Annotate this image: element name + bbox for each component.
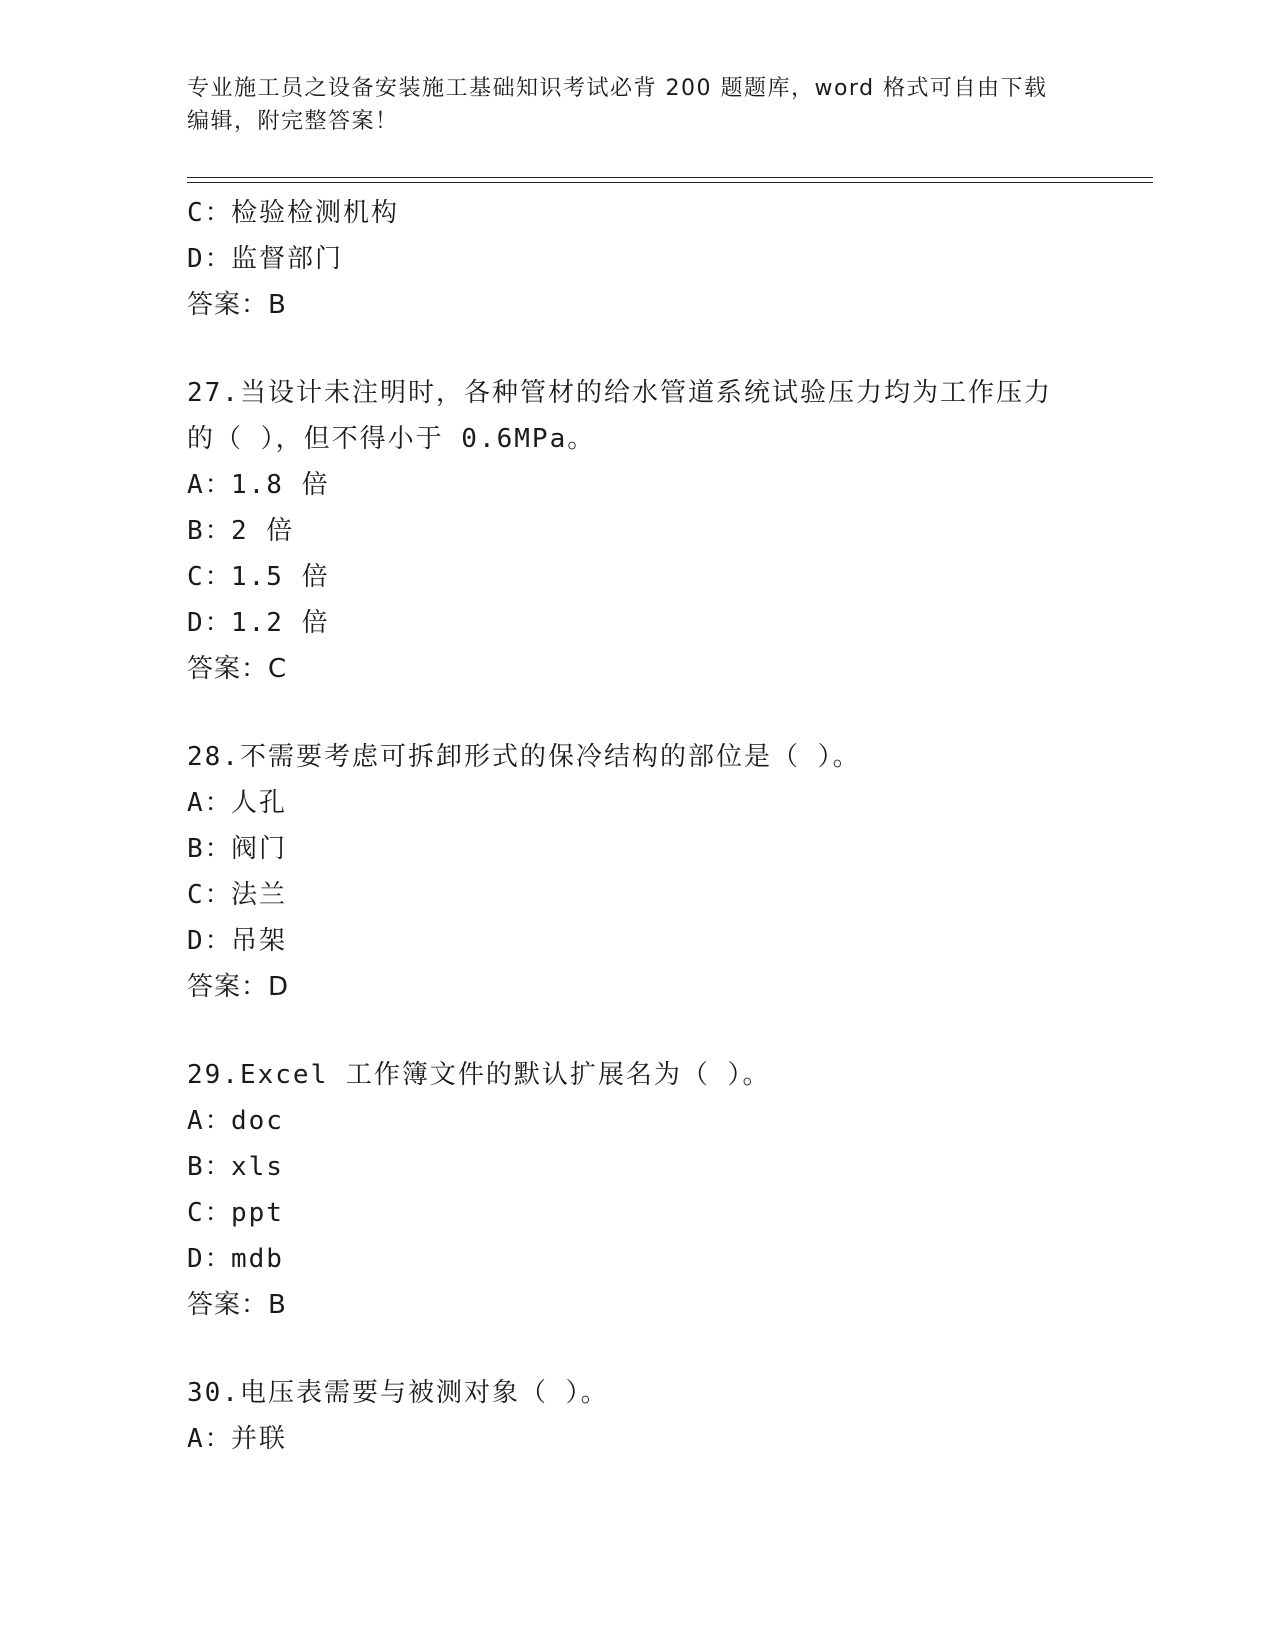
option-b bbox=[187, 508, 1153, 554]
question-text-line-1: 27.当设计未注明时，各种管材的给水管道系统试验压力均为工作压力 bbox=[187, 378, 1052, 408]
header-divider-top bbox=[187, 177, 1153, 178]
spacer bbox=[187, 1328, 1153, 1370]
option-text: doc bbox=[231, 1106, 284, 1136]
question-29 bbox=[187, 1052, 1153, 1328]
option-text: xls bbox=[231, 1152, 284, 1182]
option-text: 并联 bbox=[231, 1424, 288, 1454]
option-label: A： bbox=[187, 470, 233, 500]
spacer bbox=[187, 328, 1153, 370]
question-28 bbox=[187, 734, 1153, 1010]
question-content bbox=[187, 190, 1153, 1462]
option-label: B： bbox=[187, 1152, 233, 1182]
option-c bbox=[187, 1190, 1153, 1236]
option-label: C： bbox=[187, 562, 233, 592]
option-text: 1.5 倍 bbox=[231, 562, 330, 592]
option-c bbox=[187, 872, 1153, 918]
option-label: D： bbox=[187, 608, 233, 638]
option-text: 吊架 bbox=[231, 926, 288, 956]
option-text: 1.2 倍 bbox=[231, 608, 330, 638]
option-label: A： bbox=[187, 1424, 233, 1454]
option-a bbox=[187, 780, 1153, 826]
question-text-line-1: 29.Excel 工作簿文件的默认扩展名为（ ）。 bbox=[187, 1060, 771, 1090]
spacer bbox=[187, 1010, 1153, 1052]
question-27 bbox=[187, 370, 1153, 692]
option-text: 2 倍 bbox=[231, 516, 295, 546]
option-label: A： bbox=[187, 1106, 233, 1136]
option-label: B： bbox=[187, 834, 233, 864]
answer-line: 答案：C bbox=[187, 654, 288, 684]
option-label: D： bbox=[187, 244, 233, 274]
option-b bbox=[187, 826, 1153, 872]
option-label: C： bbox=[187, 198, 233, 228]
option-text: 1.8 倍 bbox=[231, 470, 330, 500]
option-text: 监督部门 bbox=[231, 244, 344, 274]
option-label: D： bbox=[187, 1244, 233, 1274]
option-label: C： bbox=[187, 880, 233, 910]
option-text: 阀门 bbox=[231, 834, 288, 864]
question-text-line-1: 28.不需要考虑可拆卸形式的保冷结构的部位是（ ）。 bbox=[187, 742, 861, 772]
question-text-line-2: 的（ ），但不得小于 0.6MPa。 bbox=[187, 424, 596, 454]
option-label: B： bbox=[187, 516, 233, 546]
header-line-1: 专业施工员之设备安装施工基础知识考试必背 200 题题库，word 格式可自由下载 bbox=[187, 76, 1048, 101]
header-divider-bottom bbox=[187, 182, 1153, 183]
option-d bbox=[187, 236, 1153, 282]
answer-line: 答案：B bbox=[187, 1290, 287, 1320]
option-d bbox=[187, 918, 1153, 964]
option-label: D： bbox=[187, 926, 233, 956]
option-a bbox=[187, 1098, 1153, 1144]
option-a bbox=[187, 1416, 1153, 1462]
option-a bbox=[187, 462, 1153, 508]
header-line-2: 编辑，附完整答案！ bbox=[187, 109, 399, 134]
spacer bbox=[187, 692, 1153, 734]
option-text: 人孔 bbox=[231, 788, 288, 818]
option-d bbox=[187, 600, 1153, 646]
option-c bbox=[187, 190, 1153, 236]
continued-question bbox=[187, 190, 1153, 328]
option-text: mdb bbox=[231, 1244, 284, 1274]
answer-line: 答案：D bbox=[187, 972, 290, 1002]
option-d bbox=[187, 1236, 1153, 1282]
answer-line: 答案：B bbox=[187, 290, 287, 320]
option-text: 检验检测机构 bbox=[231, 198, 400, 228]
question-text-line-1: 30.电压表需要与被测对象（ ）。 bbox=[187, 1378, 609, 1408]
option-text: ppt bbox=[231, 1198, 284, 1228]
option-b bbox=[187, 1144, 1153, 1190]
option-label: A： bbox=[187, 788, 233, 818]
option-label: C： bbox=[187, 1198, 233, 1228]
question-30 bbox=[187, 1370, 1153, 1462]
option-text: 法兰 bbox=[231, 880, 288, 910]
option-c bbox=[187, 554, 1153, 600]
document-header bbox=[187, 72, 1087, 138]
